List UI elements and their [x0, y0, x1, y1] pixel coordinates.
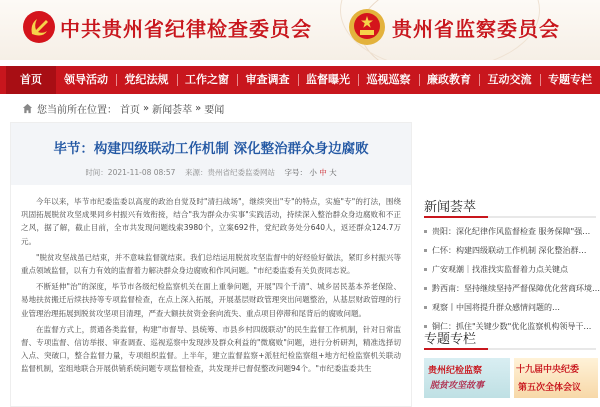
article-body	[21, 195, 401, 379]
article-date: 时间：2021-11-08 08:57	[85, 168, 176, 177]
banner-line: 十九届中央纪委	[516, 365, 580, 375]
breadcrumb-separator: »	[143, 102, 150, 114]
nav-item-special[interactable]: 专题专栏	[548, 73, 592, 86]
nav-item-exposure[interactable]: 监督曝光	[306, 73, 350, 86]
nav-item-work-window[interactable]: 工作之窗	[185, 73, 229, 86]
nav-item-regulations[interactable]: 党纪法规	[124, 73, 169, 86]
article-title: 毕节：构建四级联动工作机制 深化整治群众身边腐败	[53, 141, 369, 157]
main-nav	[0, 66, 600, 94]
supervision-title[interactable]: 贵州省监察委员会	[392, 17, 560, 41]
nav-item-interaction[interactable]: 互动交流	[487, 73, 532, 86]
news-section-underline	[424, 216, 596, 218]
banner-line: 第五次全体会议	[518, 383, 582, 393]
breadcrumb-home[interactable]: 首页	[120, 104, 140, 116]
home-icon	[22, 103, 33, 114]
breadcrumb	[22, 100, 227, 116]
article-paragraph: "脱贫攻坚战虽已结束，并不意味监督就结束。我们总结运用脱贫攻坚监督中的好经验好做法，紧盯乡村振兴等重点领域监督，以有力有效的监督着力解决群众身边腐败和作风问题。"市纪委监委有关负责同志说。	[21, 252, 401, 276]
article-header	[11, 123, 411, 185]
site-header	[0, 0, 600, 60]
article-panel	[10, 122, 412, 407]
article-source: 来源：贵州省纪委监委网站	[184, 168, 275, 177]
banner-line: 脱贫攻坚故事	[430, 381, 485, 391]
nav-item-leadership[interactable]: 领导活动	[64, 73, 108, 86]
news-item[interactable]: 贵阳：深化纪律作风监督检查 服务保障"强…	[424, 222, 600, 241]
nav-item-investigation[interactable]: 审查调查	[245, 73, 290, 86]
breadcrumb-page[interactable]: 要闻	[204, 104, 225, 116]
news-item[interactable]: 黔西南：坚持继续坚持严督保障优化营商环境…	[424, 279, 600, 298]
article-meta	[11, 167, 411, 178]
news-item[interactable]: 广安观潮｜找准找实监督着力点关键点	[424, 260, 600, 279]
news-item[interactable]: 仁怀：构建四级联动工作机制 深化整治群…	[424, 241, 600, 260]
news-item[interactable]: 观察丨中国将提升群众感情问题的…	[424, 298, 600, 317]
font-size-large[interactable]: 大	[329, 168, 337, 177]
article-paragraph: 今年以来，毕节市纪委监委以高度的政治自觉及时"清扫战场"，继续突出"专"的特点，实施"专"的打法，围绕巩固拓展脱贫攻坚成果同乡村振兴有效衔接，结合"我为群众办实事"实践活动，持续深入整治群众身边腐败和不正之风，据了解，截止目前，全市共发现问题线索3980个，立案692件，党纪政务处分640人，返还群众124.7万元。	[21, 197, 401, 246]
banner-line: 贵州纪检监察	[428, 366, 483, 376]
national-emblem-icon[interactable]	[348, 8, 386, 46]
nav-item-home[interactable]: 首页	[6, 66, 56, 94]
cdi-title[interactable]: 中共贵州省纪律检查委员会	[60, 17, 312, 41]
article-paragraph: 在监督方式上，贯通各类监督，构建"市督导、县统筹、市县乡村四级联动"的民生监督工作机制，针对日常监督、专项监督、信访举报、审查调查、巡视巡察中发现涉及群众利益的"微腐败"问题，进行分析研判，精准选择切入点、突破口，整合监督力量，专项组织监督。上半年，建立监督监察+派驻纪检监察组+地方纪检监察机关联动监督机制，室组地联合开展供销系统问题专项监督检查，共发现并已督促整改问题94个。"市纪委监委共生	[21, 324, 401, 374]
party-emblem-icon[interactable]	[22, 10, 56, 44]
plenary-session-banner[interactable]	[514, 358, 598, 398]
breadcrumb-separator: »	[195, 102, 202, 114]
special-section-title[interactable]: 专题专栏	[424, 332, 477, 347]
article-paragraph: 不断延伸"治"的深度，毕节市各级纪检监察机关在面上重拳问题，开展"四个千清"、城乡居民基本养老保险、易地扶贫搬迁后续扶持等专项监督检查，在点上深入拓展，开展基层财政管理突出问题整治，从基层财政管理的行业管理治理拓展到脱贫攻坚项目清理，严查大额扶贫资金套向流失、重点项目停滞和尾背后的腐败问题。	[21, 282, 401, 318]
font-size-small[interactable]: 小	[309, 168, 317, 177]
special-section-underline	[424, 348, 596, 350]
news-list	[424, 222, 600, 336]
nav-item-education[interactable]: 廉政教育	[427, 73, 471, 86]
news-section-title[interactable]: 新闻荟萃	[424, 200, 477, 215]
breadcrumb-section[interactable]: 新闻荟萃	[152, 104, 193, 116]
nav-item-inspection[interactable]: 巡视巡察	[366, 73, 411, 86]
poverty-story-banner[interactable]	[424, 358, 510, 398]
breadcrumb-prefix: 您当前所在位置：	[37, 104, 117, 116]
font-size-label: 字号：	[284, 168, 307, 177]
news-item[interactable]: 铜仁：抓住"关键少数"优化监察机构领导干…	[424, 317, 600, 336]
font-size-medium[interactable]: 中	[319, 168, 327, 177]
